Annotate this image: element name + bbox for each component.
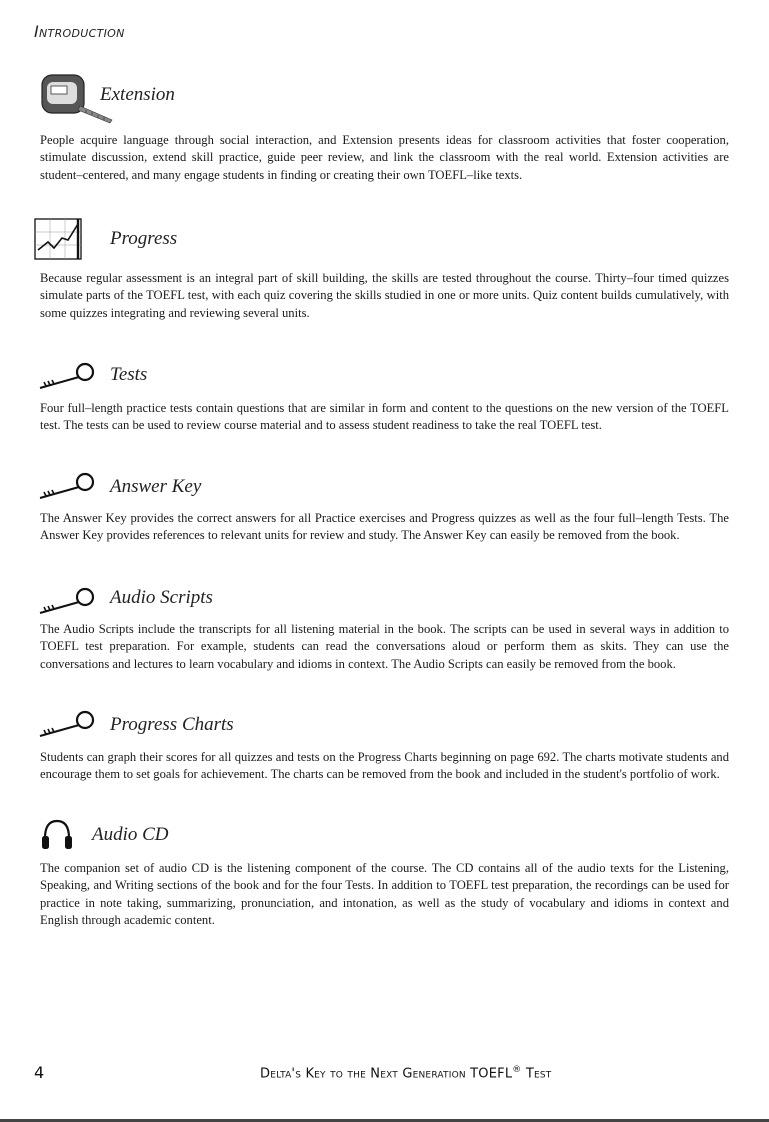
page-number: 4	[34, 1063, 45, 1082]
book-title-end: Test	[525, 1066, 552, 1082]
section-title: Tests	[110, 364, 148, 385]
section-progress-charts	[40, 706, 729, 784]
section-body: People acquire language through social interaction, and Extension presents ideas for classroom activities that foster cooperation, stimulate discussion, extend skill practice, guide peer review, and link the classroom with the real world. Extension activities are student–centered, and many engage students in finding or creating their own TOEFL–like texts.	[40, 133, 729, 182]
key-icon	[36, 710, 96, 740]
registered-mark: ®	[512, 1065, 522, 1075]
headphones-icon	[40, 818, 74, 852]
section-body: Students can graph their scores for all quizzes and tests on the Progress Charts beginning on page 692. The charts motivate students and encourage them to set goals for achievement. The charts can be removed from the book and included in the student's portfolio of work.	[40, 750, 729, 782]
section-title: Extension	[100, 84, 175, 105]
key-icon	[36, 472, 96, 502]
book-title-text: Delta's Key to the Next Generation TOEFL	[260, 1066, 513, 1082]
section-title: Audio Scripts	[110, 587, 213, 608]
section-title: Progress	[110, 228, 178, 249]
book-title	[260, 1065, 551, 1081]
page-footer	[0, 1063, 769, 1087]
line-chart-icon	[34, 218, 82, 260]
section-tests	[40, 360, 729, 435]
section-body: The Audio Scripts include the transcripts for all listening material in the book. The scripts can be used in several ways in addition to TOEFL test preparation. For example, students can read the conversations aloud or perform them as skits. They can use the conversations and lectures to learn vocabulary and idioms in context. The Audio Scripts can easily be removed from the book.	[40, 622, 729, 671]
section-progress	[40, 218, 729, 322]
section-title: Answer Key	[110, 476, 202, 497]
section-audio-cd	[40, 816, 729, 929]
section-body: The Answer Key provides the correct answers for all Practice exercises and Progress quizzes as well as the four full–length Tests. The Answer Key provides references to relevant units for review and study. The Answer Key can easily be removed from the book.	[40, 511, 729, 543]
section-body: Four full–length practice tests contain questions that are similar in form and content to the questions on the new version of the TOEFL test. The tests can be used to review course material and to assess student readiness to take the real TOEFL test.	[40, 401, 729, 433]
section-body: The companion set of audio CD is the listening component of the course. The CD contains all of the audio texts for the Listening, Speaking, and Writing sections of the book and for the four Tests. In addition to TOEFL test preparation, the recordings can be used for practice in note taking, summarizing, pronunciation, and intonation, as well as the study of vocabulary and idioms in context and English through academic content.	[40, 861, 729, 927]
section-title: Progress Charts	[110, 714, 234, 735]
key-icon	[36, 587, 96, 617]
running-head-text: Introduction	[34, 22, 125, 41]
section-audio-scripts	[40, 583, 729, 673]
section-extension	[40, 72, 729, 184]
section-answer-key	[40, 468, 729, 545]
running-head	[34, 22, 125, 41]
section-body: Because regular assessment is an integral part of skill building, the skills are tested throughout the course. Thirty–four timed quizzes simulate parts of the TOEFL test, with each quiz covering the skills studied in one or more units. Quiz content builds cumulatively, with some quizzes integrating and reviewing several units.	[40, 271, 729, 320]
section-title: Audio CD	[92, 824, 169, 845]
key-icon	[36, 362, 96, 392]
